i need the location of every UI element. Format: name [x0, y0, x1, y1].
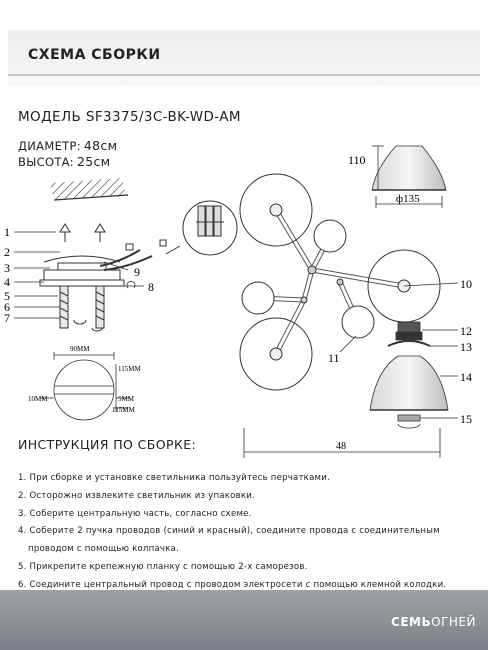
overall-width-label: 48: [336, 441, 346, 452]
socket-shade-exploded: [370, 322, 458, 428]
bracket-dim-10: 10ММ: [28, 395, 48, 403]
shade-diameter-label: ф135: [396, 193, 420, 205]
callout-13: 13: [460, 340, 472, 354]
callout-15: 15: [460, 412, 472, 426]
instruction-step: 4. Соберите 2 пучка проводов (синий и красный), соедините провода с соединительным: [18, 526, 440, 537]
instruction-step: 5. Прикрепите крепежную планку с помощью 2-х саморезов.: [18, 561, 308, 572]
height-value: 25см: [76, 154, 111, 169]
brand-logo: [391, 615, 476, 629]
bracket-dim-115b: 115ММ: [112, 406, 135, 414]
brand-light: ОГНЕЙ: [431, 615, 476, 629]
instruction-step: 3. Соберите центральную часть, согласно схеме.: [18, 508, 252, 519]
terminal-block-detail: [166, 201, 237, 255]
callout-3: 3: [4, 261, 10, 275]
chandelier-top-view: [240, 174, 458, 390]
instructions-list: [18, 470, 480, 595]
brand-bold: СЕМЬ: [391, 615, 432, 629]
page-title: СХЕМА СБОРКИ: [28, 47, 161, 63]
ceiling-screws: [60, 224, 105, 242]
callout-1: 1: [4, 225, 10, 239]
callout-14: 14: [460, 370, 472, 384]
callout-7: 7: [4, 311, 10, 325]
model-label: МОДЕЛЬ SF3375/3C-BK-WD-AM: [18, 109, 241, 125]
instruction-step-continued: проводом с помощью колпачка.: [28, 544, 179, 555]
diameter-value: 48см: [83, 138, 118, 153]
bracket-width-label: 90ММ: [70, 345, 90, 353]
footer-band: [0, 590, 488, 650]
callout-6: 6: [4, 300, 10, 314]
height-label: ВЫСОТА:: [18, 155, 74, 169]
rotate-arrow: [127, 281, 135, 288]
callout-12: 12: [460, 324, 472, 338]
callout-10: 10: [460, 277, 472, 291]
callout-2: 2: [4, 245, 10, 259]
callout-8: 8: [148, 280, 154, 294]
bracket-dim-5: 5ММ: [118, 395, 134, 403]
instruction-step: 1. При сборке и установке светильника пользуйтесь перчатками.: [18, 473, 330, 483]
callout-5: 5: [4, 289, 10, 303]
ceiling-hatch: [50, 178, 128, 200]
callout-4: 4: [4, 275, 10, 289]
callout-11: 11: [328, 351, 340, 365]
instruction-step: 2. Осторожно извлеките светильник из упаковки.: [18, 490, 255, 501]
shade-height-label: 110: [348, 153, 366, 167]
callout-9: 9: [134, 265, 140, 279]
diameter-label: ДИАМЕТР:: [18, 139, 81, 153]
bracket-dim-115a: 115ММ: [118, 365, 141, 373]
instruction-step: 6. Соедините центральный провод с проводом электросети с помощью клемной колодки.: [18, 579, 447, 590]
instructions-title: ИНСТРУКЦИЯ ПО СБОРКЕ:: [18, 437, 197, 452]
